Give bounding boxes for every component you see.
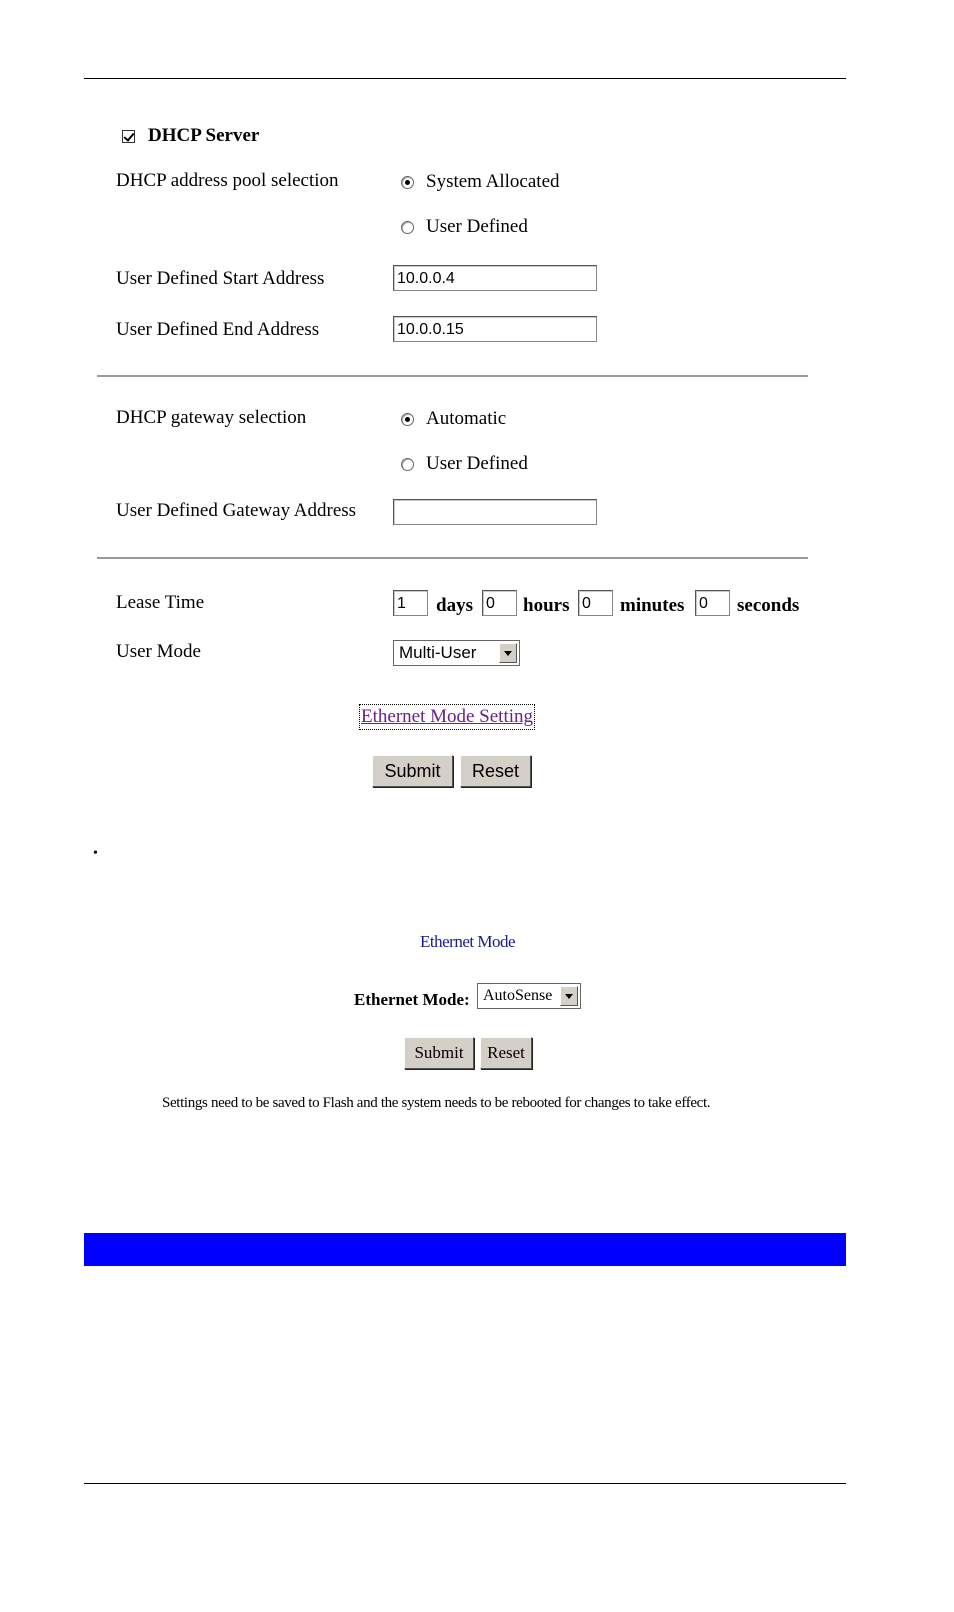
pool-system-allocated-radio[interactable] [401, 176, 414, 189]
lease-minutes-input[interactable]: 0 [578, 590, 613, 616]
submit-button[interactable]: Submit [372, 755, 453, 787]
top-rule [84, 78, 846, 79]
dhcp-server-checkbox[interactable] [122, 130, 135, 143]
end-address-label: User Defined End Address [116, 319, 320, 340]
user-mode-label: User Mode [116, 641, 201, 662]
start-address-input[interactable]: 10.0.0.4 [393, 265, 597, 291]
ethernet-mode-label: Ethernet Mode: [354, 990, 470, 1009]
gateway-option-automatic: Automatic [426, 408, 507, 429]
pool-option-user-defined: User Defined [426, 216, 528, 237]
ethernet-mode-title-link[interactable]: Ethernet Mode [420, 932, 515, 951]
lease-hours-unit: hours [523, 595, 570, 616]
lease-hours-input[interactable]: 0 [482, 590, 517, 616]
bottom-rule [84, 1483, 846, 1484]
dhcp-server-label: DHCP Server [148, 125, 260, 146]
ethernet-mode-select[interactable] [477, 983, 581, 1009]
ethernet-mode-setting-link[interactable]: Ethernet Mode Setting [361, 706, 534, 727]
lease-time-label: Lease Time [116, 592, 205, 613]
reset-button[interactable]: Reset [460, 755, 531, 787]
lease-days-unit: days [436, 595, 473, 616]
user-mode-select[interactable] [393, 640, 520, 666]
end-address-input[interactable]: 10.0.0.15 [393, 316, 597, 342]
lease-minutes-unit: minutes [620, 595, 685, 616]
start-address-label: User Defined Start Address [116, 268, 325, 289]
gateway-option-user-defined: User Defined [426, 453, 528, 474]
ethernet-submit-button[interactable]: Submit [404, 1037, 474, 1069]
lease-days-input[interactable]: 1 [393, 590, 428, 616]
gateway-selection-label: DHCP gateway selection [116, 407, 307, 428]
section-divider [97, 375, 808, 377]
gateway-address-label: User Defined Gateway Address [116, 500, 357, 521]
chevron-down-icon[interactable] [560, 986, 578, 1006]
bullet: • [93, 846, 98, 861]
gateway-user-defined-radio[interactable] [401, 458, 414, 471]
lease-seconds-input[interactable]: 0 [695, 590, 730, 616]
section-divider [97, 557, 808, 559]
gateway-automatic-radio[interactable] [401, 413, 414, 426]
pool-selection-label: DHCP address pool selection [116, 170, 339, 191]
gateway-address-input[interactable] [393, 499, 597, 525]
pool-user-defined-radio[interactable] [401, 221, 414, 234]
chevron-down-icon[interactable] [499, 643, 517, 663]
pool-option-system-allocated: System Allocated [426, 171, 560, 192]
ethernet-reset-button[interactable]: Reset [480, 1037, 532, 1069]
lease-seconds-unit: seconds [737, 595, 800, 616]
ethernet-mode-value: AutoSense [483, 987, 553, 1004]
ethernet-note: Settings need to be saved to Flash and the system needs to be rebooted for changes to take effect. [162, 1095, 711, 1111]
user-mode-value: Multi-User [399, 643, 477, 662]
blue-banner [84, 1233, 846, 1266]
